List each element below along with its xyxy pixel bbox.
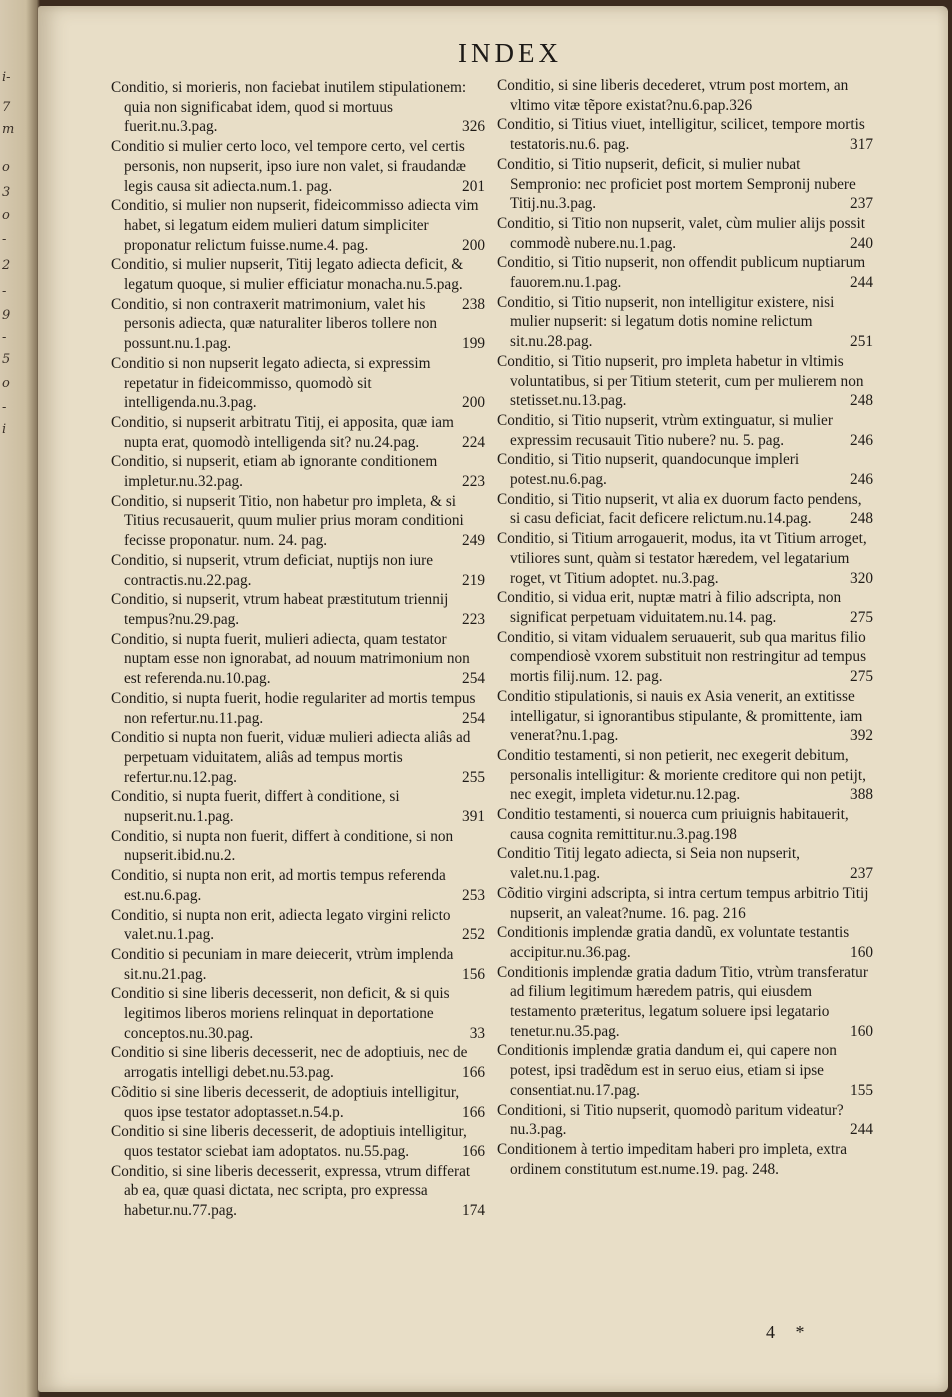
index-entry xyxy=(111,590,485,629)
entry-text: Conditio testamenti, si nouerca cum priuignis habitauerit, causa cognita remittitur.nu.3.pag.198 xyxy=(497,806,849,843)
index-entry xyxy=(111,866,485,905)
margin-mark: o xyxy=(2,376,10,391)
index-entry xyxy=(111,984,485,1043)
margin-mark: - xyxy=(2,232,7,247)
index-entry xyxy=(497,588,873,627)
page-number: 326 xyxy=(462,118,485,136)
page-number: 200 xyxy=(462,394,485,412)
page-number: 246 xyxy=(850,471,873,489)
index-entry xyxy=(111,827,485,866)
entry-text: Conditio, si mulier nupserit, Titij legato adiecta deficit, & legatum quoque, si mulier efficiatur monacha.nu.5.pag. xyxy=(111,256,464,294)
index-entry xyxy=(111,413,485,452)
index-entry xyxy=(111,1043,485,1082)
entry-text: Conditio si non nupserit legato adiecta, si expressim repetatur in fideicommisso, quomodò sit intelligenda.nu.3.pag. xyxy=(111,354,431,412)
index-entry xyxy=(497,155,873,214)
entry-text: Conditio, si nupta fuerit, differt à conditione, si nupserit.nu.1.pag. xyxy=(111,788,400,826)
margin-mark: - xyxy=(2,284,7,299)
page-number: 155 xyxy=(850,1081,873,1099)
index-entry xyxy=(111,1083,485,1122)
entry-text: Conditio, si vitam vidualem seruauerit, sub qua maritus filio compendiosè vxorem substituit non restringitur ad tempus mortis filij.num. 12. pag. xyxy=(497,628,867,686)
margin-mark: i xyxy=(2,422,7,437)
index-entry xyxy=(497,746,873,805)
page-number: 244 xyxy=(850,274,873,292)
page-number: 224 xyxy=(462,433,485,451)
entry-text: Cõditio si sine liberis decesserit, de adoptiuis intelligitur, quos ipse testator adoptasset.n.54.p. xyxy=(111,1083,460,1121)
page-number: 275 xyxy=(850,668,873,686)
page-number: 166 xyxy=(462,1064,485,1082)
entry-text: Conditionis implendæ gratia dandũ, ex voluntate testantis accipitur.nu.36.pag. xyxy=(497,924,850,961)
page-number: 249 xyxy=(462,532,485,550)
page-number: 244 xyxy=(850,1121,873,1139)
page-number: 275 xyxy=(850,608,873,626)
index-entry xyxy=(111,255,485,313)
entry-text: Conditionis implendæ gratia dadum Titio, vtrùm transferatur ad filium legitimum hæredem patris, qui eiusdem testamento præteritus, legatum soluere ipsi legatario tenetur.nu.35.pag. xyxy=(497,963,868,1040)
entry-text: Conditio, si Titio nupserit, vtrùm extinguatur, si mulier expressim recusauit Titio nubere? nu. 5. pag. xyxy=(497,411,833,449)
entry-text: Conditio si pecuniam in mare deiecerit, vtrùm implenda sit.nu.21.pag. xyxy=(111,945,454,983)
page-number: 200 xyxy=(462,236,485,254)
page-number: 223 xyxy=(462,473,485,491)
margin-mark: m xyxy=(2,122,15,137)
page-number: 160 xyxy=(850,943,873,961)
index-entry xyxy=(497,1041,873,1100)
entry-text: Conditio, si Titium arrogauerit, modus, ita vt Titium arroget, vtiliores sunt, quàm si testator hæredem, vel legatarium roget, vt Titium adoptet. nu.3.pag. xyxy=(497,530,867,587)
page-number: 166 xyxy=(462,1103,485,1121)
margin-mark: i- xyxy=(2,70,11,85)
index-entry xyxy=(497,76,873,115)
entry-text: Conditio, si Titio non nupserit, valet, cùm mulier alijs possit commodè nubere.nu.1.pag. xyxy=(497,214,865,252)
entry-text: Conditionem à tertio impeditam haberi pro impleta, extra ordinem constitutum est.nume.19. pag. 248. xyxy=(497,1140,848,1178)
index-entry xyxy=(497,687,873,746)
margin-mark: 7 xyxy=(2,100,11,115)
index-entry xyxy=(497,923,873,962)
index-entry xyxy=(497,529,873,588)
entry-text: Conditio, si Titio nupserit, quandocunque impleri potest.nu.6.pag. xyxy=(497,451,800,489)
index-entry xyxy=(497,805,873,844)
index-entry xyxy=(497,293,873,352)
index-entry xyxy=(497,411,873,450)
index-entry xyxy=(497,214,873,253)
entry-text: Conditio, si nupta non fuerit, differt à conditione, si non nupserit.ibid.nu.2. xyxy=(111,827,454,865)
entry-text: Conditio, si nupserit, vtrum habeat præstitutum triennij tempus?nu.29.pag. xyxy=(111,591,449,628)
entry-text: Conditio, si Titius viuet, intelligitur, scilicet, tempore mortis testatoris.nu.6. pag. xyxy=(497,116,865,154)
page-number: 199 xyxy=(462,335,485,353)
margin-mark: o xyxy=(2,160,10,175)
signature-mark xyxy=(766,1322,821,1343)
previous-page-edge xyxy=(0,0,40,1397)
index-entry xyxy=(111,1122,485,1161)
page-number: 392 xyxy=(850,727,873,745)
entry-text: Conditio si nupta non fuerit, viduæ mulieri adiecta aliâs ad perpetuam viduitatem, aliâs ad tempus mortis refertur.nu.12.pag. xyxy=(111,729,471,786)
page-number: 388 xyxy=(850,786,873,804)
index-entry xyxy=(497,352,873,411)
page-number: 237 xyxy=(850,865,873,883)
page-number: 156 xyxy=(462,965,485,983)
page-number: 251 xyxy=(850,333,873,351)
entry-text: Conditio, si Titio nupserit, non offendit publicum nuptiarum fauorem.nu.1.pag. xyxy=(497,254,866,292)
entry-text: Conditio, si Titio nupserit, non intelligitur existere, nisi mulier nupserit: si legatum dotis nomine relictum sit.nu.28.pag. xyxy=(497,293,835,351)
page-number: 223 xyxy=(462,610,485,628)
page-number: 248 xyxy=(850,392,873,410)
book-page xyxy=(38,6,948,1392)
index-entry xyxy=(497,490,873,529)
margin-mark: o xyxy=(2,208,10,223)
entry-text: Conditio, si morieris, non faciebat inutilem stipulationem: quia non significabat idem, quod si mortuus fuerit.nu.3.pag. xyxy=(111,79,467,136)
index-entry xyxy=(111,551,485,590)
index-entry xyxy=(497,963,873,1042)
entry-text: Cõditio virgini adscripta, si intra certum tempus arbitrio Titij nupserit, an valeat?nume. 16. pag. 216 xyxy=(497,884,869,922)
entry-text: Conditio, si nupta fuerit, mulieri adiecta, quam testator nuptam esse non ignorabat, ad nouum matrimonium non est referenda.nu.10.pag. xyxy=(111,630,470,688)
page-number: 219 xyxy=(462,571,485,589)
entry-text: Conditio, si sine liberis decesserit, expressa, vtrum differat ab ea, quæ quasi dictata, nec scripta, pro expressa habetur.nu.77.pag. xyxy=(111,1162,471,1220)
entry-text: Conditio, si nupserit Titio, non habetur pro impleta, & si Titius recusauerit, quum mulier prius moram conditioni fecisse proponatur. num. 24. pag. xyxy=(111,492,464,550)
index-entry xyxy=(111,78,485,137)
margin-mark: - xyxy=(2,400,7,415)
running-header: INDEX xyxy=(458,38,562,68)
entry-text: Conditio si sine liberis decesserit, de adoptiuis intelligitur, quos testator sciebat iam adoptatos. nu.55.pag. xyxy=(111,1123,467,1160)
page-number: 237 xyxy=(850,195,873,213)
page-number: 160 xyxy=(850,1022,873,1040)
entry-text: Conditio, si non contraxerit matrimonium, valet his personis adiecta, quæ naturaliter liberos tollere non possunt.nu.1.pag. xyxy=(111,295,438,353)
page-number: 317 xyxy=(850,136,873,154)
entry-text: Conditio stipulationis, si nauis ex Asia venerit, an extitisse intelligatur, si ignorantibus stipulante, & promittente, iam venerat?nu.1.pag. xyxy=(497,687,863,745)
signature-star: * xyxy=(795,1322,805,1342)
entry-text: Conditio testamenti, si non petierit, nec exegerit debitum, personalis intelligitur: & moriente creditore qui non petijt, nec exegit, impleta videtur.nu.12.pag. xyxy=(497,746,866,804)
page-number: 246 xyxy=(850,431,873,449)
index-entry xyxy=(497,1101,873,1140)
index-entry xyxy=(111,728,485,787)
entry-text: Conditio si sine liberis decesserit, non deficit, & si quis legitimos liberos moriens relinquat in deportatione conceptos.nu.30.pag. xyxy=(111,985,450,1042)
index-entry xyxy=(111,787,485,826)
page-number: 253 xyxy=(462,886,485,904)
entry-text: Conditio, si sine liberis decederet, vtrum post mortem, an vltimo vitæ tẽpore existat?nu.6.pap.326 xyxy=(497,77,849,114)
entry-text: Conditio, si mulier non nupserit, fideicommisso adiecta vim habet, si legatum eidem mulieri datum simpliciter proponatur relictum fuisse.nume.4. pag. xyxy=(111,197,479,254)
page-number: 255 xyxy=(462,768,485,786)
page-number: 174 xyxy=(462,1202,485,1220)
entry-text: Conditioni, si Titio nupserit, quomodò paritum videatur?nu.3.pag. xyxy=(497,1101,844,1139)
entry-text: Conditio, si nupserit arbitratu Titij, ei apposita, quæ iam nupta erat, quomodò intelligenda sit? nu.24.pag. xyxy=(111,413,454,451)
entry-text: Conditio, si Titio nupserit, pro impleta habetur in vltimis voluntatibus, si per Titium steterit, cum per mulierem non stetisset.nu.13.pag. xyxy=(497,352,864,410)
index-entry xyxy=(111,137,485,196)
entry-text: Conditio, si nupta fuerit, hodie regulariter ad mortis tempus non refertur.nu.11.pag. xyxy=(111,689,476,727)
entry-text: Conditio Titij legato adiecta, si Seia non nupserit, valet.nu.1.pag. xyxy=(497,845,800,883)
page-number: 320 xyxy=(850,569,873,587)
page-number: 166 xyxy=(462,1142,485,1160)
index-entry xyxy=(111,354,485,413)
index-column-right xyxy=(497,76,873,1179)
index-entry xyxy=(111,689,485,728)
index-entry xyxy=(497,628,873,687)
entry-text: Conditio, si Titio nupserit, deficit, si mulier nubat Sempronio: nec proficiet post mortem Sempronij nubere Titij.nu.3.pag. xyxy=(497,155,856,213)
entry-text: Conditio si sine liberis decesserit, nec de adoptiuis, nec de arrogatis intelligi debet.nu.53.pag. xyxy=(111,1044,468,1082)
index-entry xyxy=(111,630,485,689)
entry-text: Conditio si mulier certo loco, vel tempore certo, vel certis personis, non nupserit, ipso iure non valet, si fraudandæ legis causa sit adiecta.num.1. pag. xyxy=(111,138,466,195)
entry-text: Conditio, si nupserit, vtrum deficiat, nuptijs non iure contractis.nu.22.pag. xyxy=(111,551,434,589)
margin-mark: 5 xyxy=(2,352,11,367)
page-number: 240 xyxy=(850,234,873,252)
index-column-left xyxy=(111,78,485,1221)
page-number: 254 xyxy=(462,709,485,727)
index-entry xyxy=(111,295,485,354)
index-entry xyxy=(497,253,873,292)
margin-mark: 3 xyxy=(2,185,11,200)
entry-text: Conditionis implendæ gratia dandum ei, qui capere non potest, ipsi tradẽdum est in seruo eius, etiam si ipse consentiat.nu.17.pag. xyxy=(497,1042,837,1099)
page-number: 201 xyxy=(462,177,485,195)
entry-text: Conditio, si Titio nupserit, vt alia ex duorum facto pendens, si casu deficiat, facit deficere relictum.nu.14.pag. xyxy=(497,490,862,528)
index-entry xyxy=(111,196,485,255)
entry-text: Conditio, si nupta non erit, ad mortis tempus referenda est.nu.6.pag. xyxy=(111,867,446,904)
index-entry xyxy=(497,884,873,923)
page-number: 238 xyxy=(462,295,485,313)
page-number: 254 xyxy=(462,670,485,688)
index-entry xyxy=(497,115,873,154)
page-number: 252 xyxy=(462,926,485,944)
index-entry xyxy=(497,450,873,489)
index-entry xyxy=(497,1140,873,1179)
index-entry xyxy=(111,906,485,945)
index-entry xyxy=(497,844,873,883)
index-entry xyxy=(111,945,485,984)
index-entry xyxy=(111,452,485,491)
entry-text: Conditio, si nupta non erit, adiecta legato virgini relicto valet.nu.1.pag. xyxy=(111,906,451,944)
page-number: 391 xyxy=(462,808,485,826)
margin-mark: - xyxy=(2,330,7,345)
page-number: 33 xyxy=(469,1024,485,1042)
entry-text: Conditio, si vidua erit, nuptæ matri à filio adscripta, non significat perpetuam viduitatem.nu.14. pag. xyxy=(497,589,842,626)
entry-text: Conditio, si nupserit, etiam ab ignorante conditionem impletur.nu.32.pag. xyxy=(111,453,438,491)
signature-number: 4 xyxy=(766,1322,775,1342)
index-entry xyxy=(111,492,485,551)
margin-mark: 9 xyxy=(2,308,11,323)
index-entry xyxy=(111,1162,485,1221)
page-number: 248 xyxy=(850,510,873,528)
margin-mark: 2 xyxy=(2,258,11,273)
